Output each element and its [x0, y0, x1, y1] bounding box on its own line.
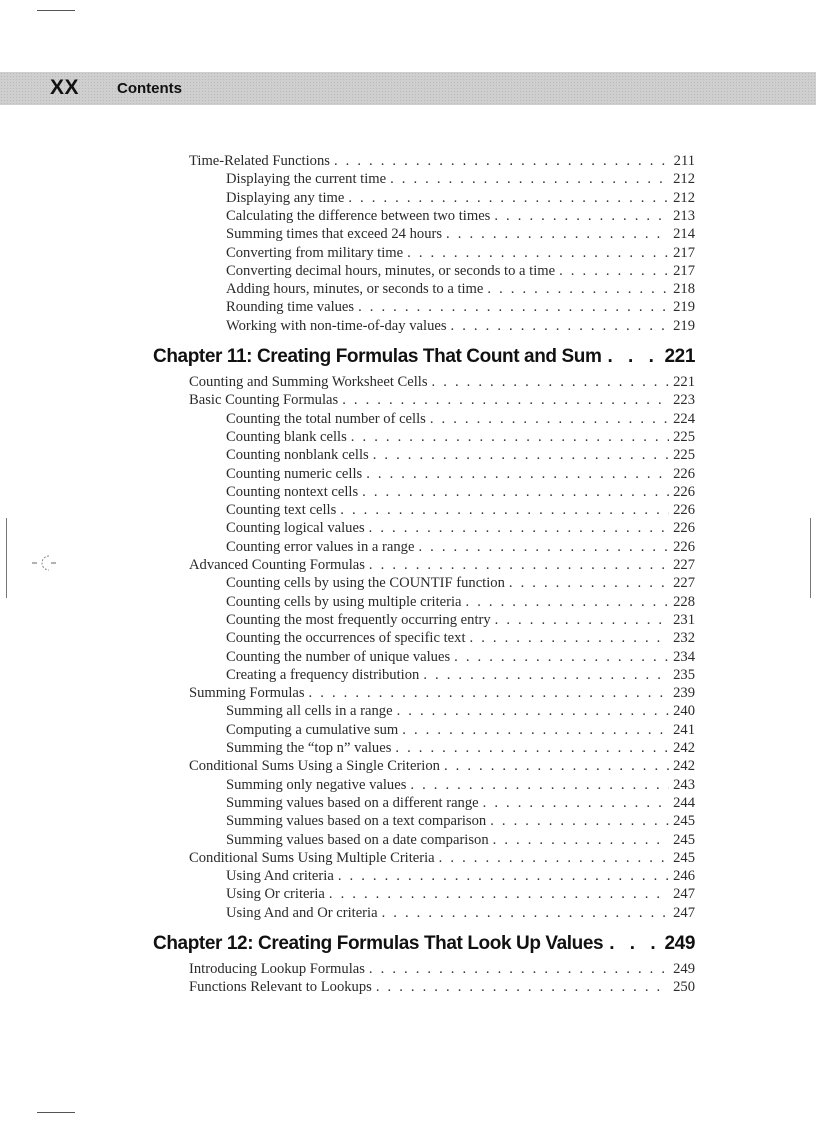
toc-entry-page: 247	[673, 886, 695, 903]
toc-subsection-entry[interactable]	[226, 262, 695, 280]
toc-subsection-entry[interactable]	[226, 189, 695, 207]
toc-entry-title: Summing values based on a date comparison	[226, 831, 489, 848]
toc-entry-page: 232	[673, 630, 695, 647]
toc-entry-title: Summing times that exceed 24 hours	[226, 226, 443, 243]
dot-leader	[494, 207, 669, 225]
dot-leader	[410, 776, 669, 794]
dot-leader	[362, 483, 669, 501]
toc-entry-page: 245	[673, 849, 695, 866]
toc-subsection-entry[interactable]	[226, 519, 695, 537]
toc-section-entry[interactable]	[189, 757, 695, 775]
toc-entry-page: 246	[673, 868, 695, 885]
toc-entry-title: Summing only negative values	[226, 776, 407, 793]
toc-entry-title: Counting the most frequently occurring entry	[226, 611, 491, 628]
toc-entry-title: Summing values based on a text comparison	[226, 813, 487, 830]
toc-entry-title: Counting numeric cells	[226, 465, 363, 482]
dot-leader	[395, 739, 669, 757]
toc-entry-page: 226	[673, 538, 695, 555]
toc-entry-title: Introducing Lookup Formulas	[189, 961, 365, 977]
toc-subsection-entry[interactable]	[226, 244, 695, 262]
dot-leader	[470, 629, 670, 647]
toc-entry-title: Counting error values in a range	[226, 538, 415, 555]
dot-leader	[509, 574, 669, 592]
toc-subsection-entry[interactable]	[226, 538, 695, 556]
toc-chapter-heading[interactable]	[153, 345, 695, 369]
toc-entry-page: 226	[673, 465, 695, 482]
toc-entry-page: 239	[673, 685, 695, 702]
toc-entry-title: Creating a frequency distribution	[226, 666, 420, 683]
running-head: Contents	[117, 80, 182, 97]
toc-entry-page: 228	[673, 593, 695, 610]
toc-subsection-entry[interactable]	[226, 904, 695, 922]
toc-entry-title: Counting nonblank cells	[226, 447, 369, 464]
dot-leader	[483, 794, 669, 812]
toc-subsection-entry[interactable]	[226, 501, 695, 519]
toc-subsection-entry[interactable]	[226, 483, 695, 501]
toc-entry-page: 211	[673, 153, 695, 169]
toc-entry-title: Summing all cells in a range	[226, 703, 393, 720]
toc-entry-page: 212	[673, 171, 695, 188]
toc-entry-page: 245	[673, 813, 695, 830]
toc-entry-title: Conditional Sums Using Multiple Criteria	[189, 849, 435, 866]
toc-subsection-entry[interactable]	[226, 648, 695, 666]
dot-leader	[338, 867, 669, 885]
toc-subsection-entry[interactable]	[226, 776, 695, 794]
toc-entry-page: 245	[673, 831, 695, 848]
toc-entry-page: 227	[673, 575, 695, 592]
dot-leader	[451, 317, 670, 335]
dot-leader	[493, 831, 669, 849]
dot-leader	[495, 611, 669, 629]
dot-leader	[430, 410, 669, 428]
toc-entry-page: 247	[673, 904, 695, 921]
toc-entry-title: Calculating the difference between two times	[226, 207, 491, 224]
toc-subsection-entry[interactable]	[226, 317, 695, 335]
toc-entry-page: 221	[673, 374, 695, 390]
toc-subsection-entry[interactable]	[226, 593, 695, 611]
toc-entry-page: 219	[673, 317, 695, 334]
toc-entry-page: 249	[673, 961, 695, 977]
toc-subsection-entry[interactable]	[226, 812, 695, 830]
toc-entry-title: Counting cells by using the COUNTIF function	[226, 575, 505, 592]
toc-entry-page: 217	[673, 262, 695, 279]
dot-leader	[329, 885, 669, 903]
dot-leader	[348, 189, 669, 207]
toc-entry-title: Functions Relevant to Lookups	[189, 979, 372, 996]
toc-subsection-entry[interactable]	[226, 739, 695, 757]
toc-entry-title: Working with non-time-of-day values	[226, 317, 447, 334]
registration-mark-icon	[24, 548, 64, 578]
toc-subsection-entry[interactable]	[226, 465, 695, 483]
toc-entry-title: Displaying the current time	[226, 171, 387, 188]
dot-leader	[351, 428, 669, 446]
toc-entry-page: 217	[673, 244, 695, 261]
dot-leader	[373, 446, 669, 464]
page-number: XX	[50, 76, 80, 99]
toc-entry-title: Counting the occurrences of specific text	[226, 630, 466, 647]
toc-entry-page: 242	[673, 740, 695, 756]
toc-entry-page: 226	[673, 483, 695, 500]
toc-entry-page: 249	[664, 933, 695, 954]
dot-leader	[423, 666, 669, 684]
dot-leader	[358, 298, 669, 316]
toc-entry-page: 243	[673, 776, 695, 793]
toc-subsection-entry[interactable]	[226, 831, 695, 849]
toc-entry-page: 226	[673, 502, 695, 519]
toc-entry-page: 213	[673, 207, 695, 224]
toc-entry-title: Advanced Counting Formulas	[189, 557, 365, 573]
dot-leader	[559, 262, 669, 280]
dot-leader	[369, 960, 669, 978]
toc-entry-page: 225	[673, 428, 695, 445]
toc-subsection-entry[interactable]	[226, 574, 695, 592]
dot-leader	[382, 904, 670, 922]
toc-subsection-entry[interactable]	[226, 794, 695, 812]
toc-subsection-entry[interactable]	[226, 702, 695, 720]
toc-section-entry[interactable]	[189, 684, 695, 702]
toc-section-entry[interactable]	[189, 849, 695, 867]
toc-entry-page: 224	[673, 410, 695, 427]
dot-leader	[366, 465, 669, 483]
toc-subsection-entry[interactable]	[226, 867, 695, 885]
toc-section-entry[interactable]	[189, 556, 695, 574]
toc-entry-title: Basic Counting Formulas	[189, 392, 339, 409]
toc-entry-page: 212	[673, 189, 695, 206]
toc-entry-title: Adding hours, minutes, or seconds to a time	[226, 281, 484, 298]
toc-entry-page: 223	[673, 392, 695, 409]
dot-leader	[444, 757, 669, 775]
dot-leader	[418, 538, 669, 556]
toc-entry-title: Counting cells by using multiple criteria	[226, 593, 462, 610]
toc-subsection-entry[interactable]	[226, 611, 695, 629]
toc-subsection-entry[interactable]	[226, 225, 695, 243]
dot-leader	[342, 391, 669, 409]
toc-entry-title: Chapter 11: Creating Formulas That Count and Sum	[153, 346, 602, 367]
toc-subsection-entry[interactable]	[226, 721, 695, 739]
toc-entry-page: 235	[673, 666, 695, 683]
toc-entry-title: Counting blank cells	[226, 428, 347, 445]
dot-leader	[446, 225, 669, 243]
dot-leader	[454, 648, 669, 666]
toc-subsection-entry[interactable]	[226, 298, 695, 316]
toc-subsection-entry[interactable]	[226, 428, 695, 446]
toc-subsection-entry[interactable]	[226, 280, 695, 298]
dot-leader	[309, 684, 670, 702]
toc-entry-title: Summing values based on a different range	[226, 794, 479, 811]
crop-mark-right	[810, 518, 811, 598]
dot-leader	[376, 978, 669, 996]
dot-leader	[466, 593, 670, 611]
toc-subsection-entry[interactable]	[226, 446, 695, 464]
toc-subsection-entry[interactable]	[226, 629, 695, 647]
toc-entry-title: Counting the total number of cells	[226, 410, 426, 427]
toc-entry-title: Counting the number of unique values	[226, 648, 451, 665]
toc-entry-title: Chapter 12: Creating Formulas That Look Up Values	[153, 933, 604, 954]
toc-subsection-entry[interactable]	[226, 170, 695, 188]
dot-leader	[369, 519, 669, 537]
toc-entry-title: Displaying any time	[226, 189, 345, 206]
toc-chapter-heading[interactable]	[153, 932, 695, 956]
toc-entry-page: 225	[673, 447, 695, 464]
toc-entry-title: Summing the “top n” values	[226, 740, 392, 756]
toc-entry-title: Using And criteria	[226, 868, 334, 885]
toc-entry-title: Computing a cumulative sum	[226, 721, 399, 738]
dot-leader	[390, 170, 669, 188]
toc-entry-page: 242	[673, 758, 695, 775]
toc-entry-title: Conditional Sums Using a Single Criterion	[189, 758, 440, 775]
toc-entry-title: Summing Formulas	[189, 685, 305, 702]
dot-leader	[439, 849, 669, 867]
crop-mark-top	[37, 10, 75, 11]
toc-subsection-entry[interactable]	[226, 885, 695, 903]
toc-entry-page: 218	[673, 281, 695, 298]
dot-leader	[340, 501, 669, 519]
toc-entry-title: Using Or criteria	[226, 886, 325, 903]
toc-subsection-entry[interactable]	[226, 410, 695, 428]
toc-entry-page: 241	[673, 721, 695, 738]
toc-entry-page: 234	[673, 648, 695, 665]
toc-entry-title: Counting and Summing Worksheet Cells	[189, 374, 428, 390]
toc-entry-page: 240	[673, 703, 695, 720]
toc-section-entry[interactable]	[189, 978, 695, 996]
toc-entry-title: Converting decimal hours, minutes, or seconds to a time	[226, 262, 556, 279]
toc-entry-title: Time-Related Functions	[189, 153, 330, 169]
toc-subsection-entry[interactable]	[226, 666, 695, 684]
dot-leader	[369, 556, 669, 574]
dot-leader	[397, 702, 670, 720]
dot-leader	[607, 345, 658, 369]
toc-section-entry[interactable]	[189, 152, 695, 170]
toc-entry-title: Converting from military time	[226, 244, 404, 261]
toc-entry-title: Rounding time values	[226, 299, 355, 316]
toc-section-entry[interactable]	[189, 391, 695, 409]
dot-leader	[334, 152, 670, 170]
toc-entry-page: 214	[673, 226, 695, 243]
toc-entry-page: 244	[673, 794, 695, 811]
dot-leader	[490, 812, 669, 830]
toc-entry-title: Counting nontext cells	[226, 483, 359, 500]
dot-leader	[402, 721, 669, 739]
dot-leader	[609, 932, 658, 956]
crop-mark-bottom	[37, 1112, 75, 1113]
toc-entry-page: 231	[673, 611, 695, 628]
toc-entry-title: Counting logical values	[226, 520, 365, 537]
crop-mark-left	[6, 518, 7, 598]
dot-leader	[432, 373, 670, 391]
toc-entry-title: Counting text cells	[226, 502, 337, 519]
toc-section-entry[interactable]	[189, 373, 695, 391]
dot-leader	[487, 280, 669, 298]
toc-entry-page: 219	[673, 299, 695, 316]
toc-entry-title: Using And and Or criteria	[226, 904, 378, 921]
toc-subsection-entry[interactable]	[226, 207, 695, 225]
toc-entry-page: 226	[673, 520, 695, 537]
dot-leader	[407, 244, 669, 262]
toc-entry-page: 227	[673, 557, 695, 573]
toc-entry-page: 250	[673, 979, 695, 996]
toc-section-entry[interactable]	[189, 960, 695, 978]
toc-entry-page: 221	[664, 346, 695, 367]
